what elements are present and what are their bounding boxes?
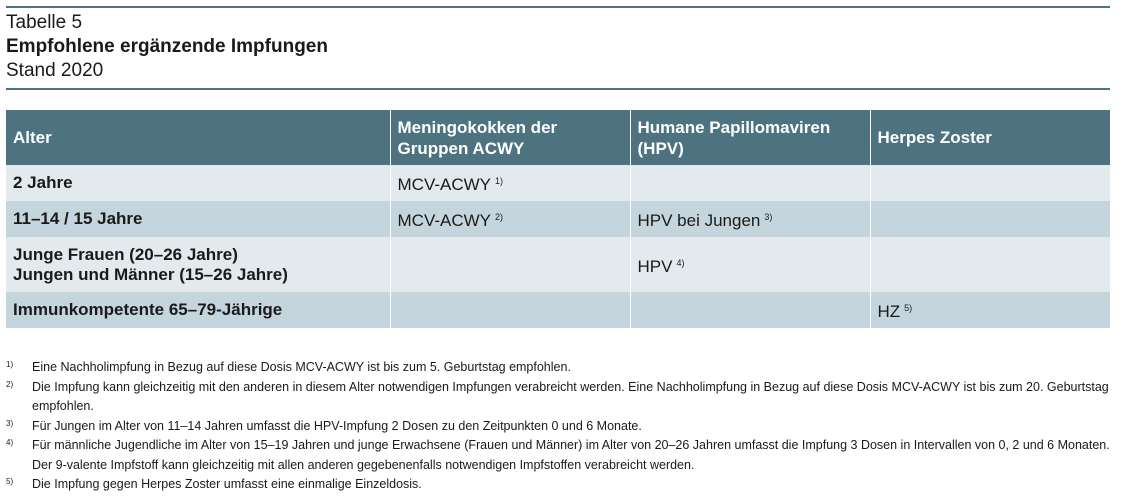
footnote-text: Für Jungen im Alter von 11–14 Jahren umfasst die HPV-Impfung 2 Dosen zu den Zeitpunkten 0 und 6 Monate. bbox=[32, 418, 642, 433]
meningococcal-cell bbox=[390, 292, 630, 328]
footnote bbox=[6, 417, 1110, 437]
table-row bbox=[6, 201, 1110, 237]
herpes-zoster-cell bbox=[870, 201, 1110, 237]
footnote-ref: 5) bbox=[904, 303, 913, 313]
age-cell bbox=[6, 292, 390, 328]
age-label-secondary: Jungen und Männer (15–26 Jahre) bbox=[13, 264, 288, 284]
table-number: Tabelle 5 bbox=[6, 12, 83, 33]
herpes-zoster-cell bbox=[870, 292, 1110, 328]
footnote-mark: 2) bbox=[6, 379, 14, 389]
meningococcal-cell bbox=[390, 165, 630, 201]
table-caption bbox=[6, 11, 1110, 83]
table-date: Stand 2020 bbox=[6, 60, 104, 81]
footnote bbox=[6, 436, 1110, 475]
age-label: 2 Jahre bbox=[13, 173, 73, 192]
herpes-zoster-cell bbox=[870, 165, 1110, 201]
meningococcal-cell bbox=[390, 237, 630, 292]
hpv-cell bbox=[630, 292, 870, 328]
table-header-row bbox=[6, 110, 1110, 165]
table-row bbox=[6, 165, 1110, 201]
table-title: Empfohlene ergänzende Impfungen bbox=[6, 36, 328, 57]
footnote-ref: 3) bbox=[764, 212, 773, 222]
hpv-cell bbox=[630, 237, 870, 292]
age-cell bbox=[6, 201, 390, 237]
vaccine-label: MCV-ACWY bbox=[397, 175, 491, 194]
table-row bbox=[6, 292, 1110, 328]
age-label: Junge Frauen (20–26 Jahre) bbox=[13, 244, 238, 264]
vaccination-table bbox=[6, 110, 1110, 328]
footnote-mark: 4) bbox=[6, 438, 14, 447]
footnote bbox=[6, 378, 1110, 417]
footnote-text: Für männliche Jugendliche im Alter von 15–19 Jahren und junge Erwachsene (Frauen und Männer) im Alter von 20–26 Jahren umfasst die Impfung 3 Dosen in Intervallen von 0, 2 und 6 Monaten. Der 9-valente Impfstoff kann gleichzeitig mit allen anderen gegebenenfalls notwendigen Impfstoffen verabreicht werden. bbox=[32, 438, 1110, 472]
footnote-ref: 1) bbox=[495, 176, 504, 186]
footnote-text: Die Impfung kann gleichzeitig mit den anderen in diesem Alter notwendigen Impfungen verabreicht werden. Eine Nachholimpfung in Bezug auf diese Dosis MCV-ACWY ist bis zum 20. Geburtstag empfohlen. bbox=[32, 379, 1109, 413]
footnote-mark: 5) bbox=[6, 477, 14, 486]
vaccine-label: HZ bbox=[877, 302, 901, 321]
meningococcal-cell bbox=[390, 201, 630, 237]
vaccine-label: HPV bei Jungen bbox=[637, 211, 761, 230]
age-label: 11–14 / 15 Jahre bbox=[13, 209, 143, 228]
age-label: Immunkompetente 65–79-Jährige bbox=[13, 300, 283, 319]
footnotes bbox=[6, 358, 1110, 495]
vaccine-label: HPV bbox=[637, 256, 673, 276]
footnote bbox=[6, 358, 1110, 378]
herpes-zoster-cell bbox=[870, 237, 1110, 292]
footnote-mark: 1) bbox=[6, 360, 14, 369]
footnote bbox=[6, 475, 1110, 495]
hpv-cell bbox=[630, 201, 870, 237]
header-hpv: Humane Papillomaviren (HPV) bbox=[630, 110, 870, 165]
footnote-ref: 4) bbox=[676, 257, 685, 268]
age-cell bbox=[6, 237, 390, 292]
header-herpes-zoster: Herpes Zoster bbox=[870, 110, 1110, 165]
footnote-text: Eine Nachholimpfung in Bezug auf diese Dosis MCV-ACWY ist bis zum 5. Geburtstag empfohlen. bbox=[32, 360, 571, 374]
header-meningococcal: Meningokokken der Gruppen ACWY bbox=[390, 110, 630, 165]
footnote-text: Die Impfung gegen Herpes Zoster umfasst eine einmalige Einzeldosis. bbox=[32, 477, 422, 491]
vaccine-label: MCV-ACWY bbox=[397, 211, 491, 230]
footnote-mark: 3) bbox=[6, 418, 14, 428]
age-cell bbox=[6, 165, 390, 201]
caption-rule bbox=[6, 88, 1110, 90]
table-row bbox=[6, 237, 1110, 292]
footnote-ref: 2) bbox=[495, 212, 504, 222]
top-rule bbox=[6, 6, 1110, 8]
header-age: Alter bbox=[6, 110, 390, 165]
hpv-cell bbox=[630, 165, 870, 201]
